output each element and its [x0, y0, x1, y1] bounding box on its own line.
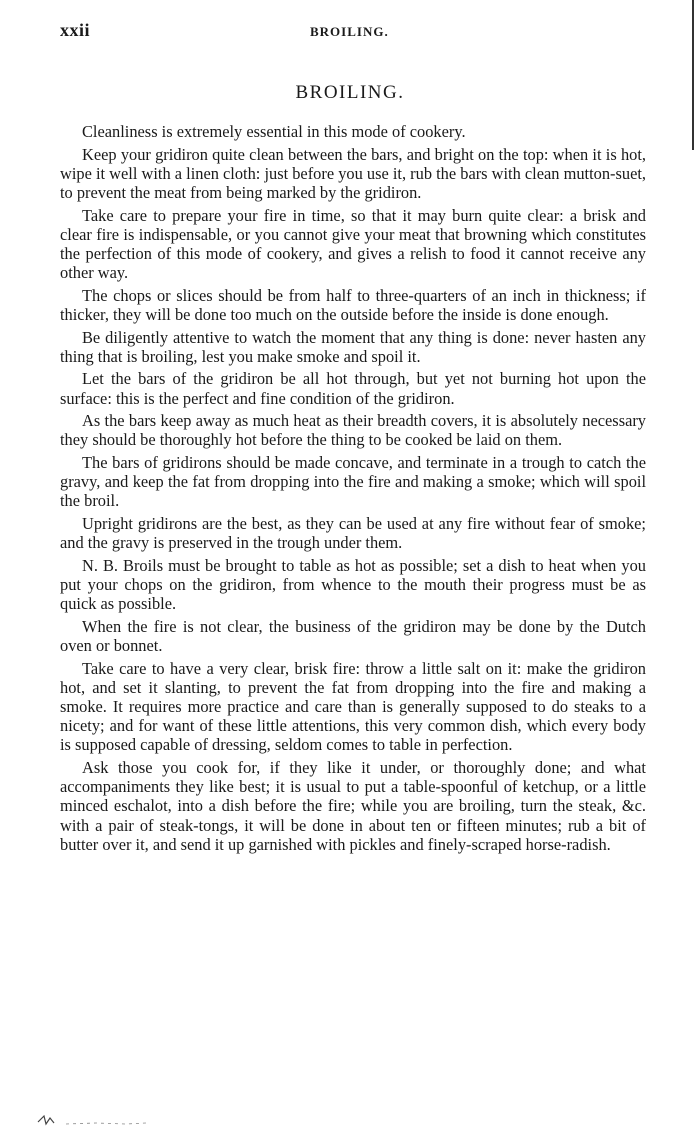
paragraph-concave-bars: The bars of gridirons should be made concave, and terminate in a trough to catch the gravy, and keep the fat from dropping into the fire and making a smoke; which will spoil the broil. — [60, 452, 646, 511]
paragraph-bars-hot: Let the bars of the gridiron be all hot through, but yet not burning hot upon the surface: this is the perfect and fine condition of the gridiron. — [60, 369, 646, 408]
paragraph-prepare-fire: Take care to prepare your fire in time, so that it may burn quite clear: a brisk and clear fire is indispensable, or you cannot give your meat that browning which constitutes the perfection of this mode of cookery, and gives a relish to food it cannot receive any other way. — [60, 205, 646, 283]
paragraph-upright-gridirons: Upright gridirons are the best, as they can be used at any fire without fear of smoke; and the gravy is preserved in the trough under them. — [60, 513, 646, 553]
paragraph-bars-heat: As the bars keep away as much heat as their breadth covers, it is absolutely necessary they should be thoroughly hot before the thing to be cooked be laid on them. — [60, 411, 646, 450]
paragraph-watch-moment: Be diligently attentive to watch the moment that any thing is done: never hasten any thing that is broiling, lest you make smoke and spoil it. — [60, 327, 646, 366]
chapter-body — [60, 122, 646, 857]
running-title: BROILING. — [310, 24, 389, 39]
page-edge-rule — [692, 0, 694, 150]
paragraph-ask-cook-for: Ask those you cook for, if they like it under, or thoroughly done; and what accompaniments they like best; it is usual to put a table-spoonful of ketchup, or a little minced eschalot, into a dish before the fire; while you are broiling, turn the steak, &c. with a pair of steak-tongs, it will be done in about ten or fifteen minutes; rub a bit of butter over it, and send it up garnished with pickles and finely-scraped horse-radish. — [60, 757, 646, 854]
paragraph-chop-thickness: The chops or slices should be from half to three-quarters of an inch in thickness; if thicker, they will be done too much on the outside before the inside is done enough. — [60, 285, 646, 324]
page-number: xxii — [60, 20, 91, 40]
chapter-title: BROILING. — [295, 82, 405, 103]
paragraph-clear-fire: Take care to have a very clear, brisk fire: throw a little salt on it: make the gridiron hot, and set it slanting, to prevent the fat from dropping into the fire and making a smoke. It requires more practice and care than is generally supposed to do steaks to a nicety; and for want of these little attentions, this very common dish, which every body is supposed capable of dressing, seldom comes to table in perfection. — [60, 658, 646, 755]
paragraph-dutch-oven: When the fire is not clear, the business of the gridiron may be done by the Dutch oven or bonnet. — [60, 616, 646, 655]
print-smudge — [36, 1110, 156, 1128]
running-head — [60, 20, 650, 44]
paragraph-keep-gridiron-clean: Keep your gridiron quite clean between the bars, and bright on the top: when it is hot, wipe it well with a linen cloth: just before you use it, rub the bars with clean mutton-suet, to prevent the meat from being marked by the gridiron. — [60, 144, 646, 202]
paragraph-cleanliness: Cleanliness is extremely essential in this mode of cookery. — [82, 122, 466, 141]
paragraph-nota-bene: N. B. Broils must be brought to table as hot as possible; set a dish to heat when you put your chops on the gridiron, from whence to the mouth their progress must be as quick as possible. — [60, 555, 646, 614]
